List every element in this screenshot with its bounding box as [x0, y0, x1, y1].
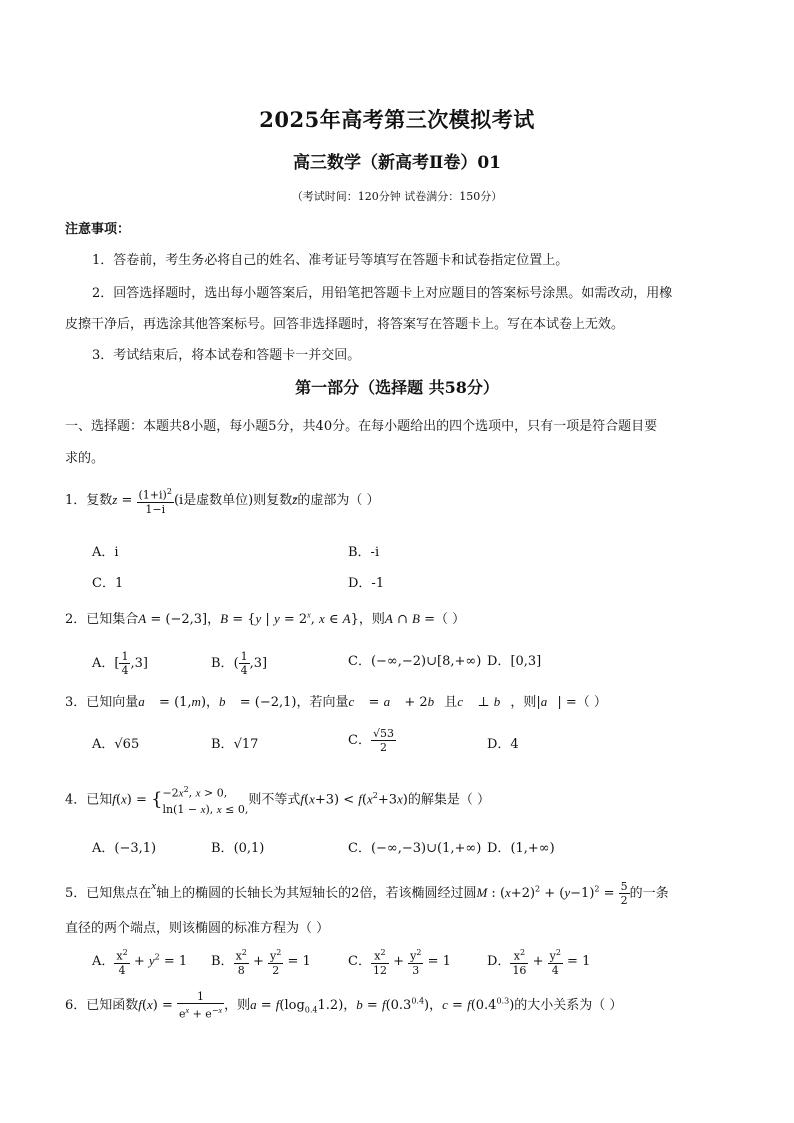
q2-option-d: D．[0,3] [487, 654, 542, 669]
question-2: 2．已知集合A = (−2,3]，B = {y | $y = 2^x$, x ∈ A}，则A ∩ B =（ ） [65, 610, 466, 627]
q1-option-d: D．-1 [348, 576, 385, 591]
q5-option-c: C． $\frac{x^2}{12}$ + $\frac{y^2}{3}$ = 1 [348, 948, 451, 977]
question-5-cont: 直径的两个端点，则该椭圆的标准方程为（ ） [65, 921, 330, 936]
exam-info: （考试时间：120分钟 试卷满分：150分） [291, 190, 503, 203]
q4-option-b: B．(0,1) [211, 841, 265, 856]
question-6: 6．已知函数f(x) = $\frac{1}{e^x + e^{-x}}$ ，则$a = f(\log_{0.4}1.2)$，$b = f(0.3^{0.4})$，$c = f(0.4^{0.3})$的大小关系为（ ） [65, 990, 623, 1021]
q4-option-a: A．(−3,1) [92, 841, 157, 856]
q3-option-a: A．√65 [92, 737, 140, 752]
q3-option-c: C． $\frac{√53}{2}$ [348, 727, 394, 754]
section-instruction: 一、选择题：本题共8小题，每小题5分，共40分。在每小题给出的四个选项中，只有一项是符合题目要 [65, 419, 658, 434]
fraction: $\frac{(1+i)^2}{1-i}$ [138, 487, 172, 516]
q2-option-c: C．(−∞,−2)∪[8,+∞) [348, 654, 482, 669]
q1-option-c: C．1 [92, 576, 124, 591]
exam-subtitle: 高三数学（新高考Ⅱ卷）01 [293, 153, 501, 173]
notice-heading: 注意事项： [65, 222, 131, 237]
exam-title: 2025年高考第三次模拟考试 [259, 107, 535, 132]
q1-option-b: B．-i [348, 545, 380, 560]
q4-option-d: D．(1,+∞) [487, 841, 555, 856]
q2-option-a: A．[ $\frac{1}{4}$ ,3] [92, 650, 148, 677]
notice-item-3: 3．考试结束后，将本试卷和答题卡一并交回。 [92, 348, 361, 363]
section-instruction-cont: 求的。 [65, 451, 105, 466]
question-5: 5．已知焦点在$^x$轴上的椭圆的长轴长为其短轴长的2倍，若该椭圆经过圆M : $(x+2)^2 + (y-1)^2$ = $\frac{5}{2}$ 的一条 [65, 880, 669, 907]
question-4: 4．已知f(x) = { $-2x^2$, x > 0, ln(1 − x), x ≤ 0, 则不等式$f(x+3) < f(x^2+3x)$的解集是（ ） [65, 785, 491, 816]
part1-title: 第一部分（选择题 共58分） [295, 378, 499, 397]
question-1: 1．复数z = $\frac{(1+i)^2}{1-i}$ (i是虚数单位)则复数z̄的虚部为（ ） [65, 487, 380, 516]
q3-option-d: D．4 [487, 737, 519, 752]
notice-item-1: 1．答卷前，考生务必将自己的姓名、准考证号等填写在答题卡和试卷指定位置上。 [92, 253, 569, 268]
q5-option-a: A． $\frac{x^2}{4}$ + $y^2 = 1$ [92, 948, 188, 977]
notice-item-2a: 2．回答选择题时，选出每小题答案后，用铅笔把答题卡上对应题目的答案标号涂黑。如需改动，用橡 [92, 286, 673, 301]
q5-option-b: B． $\frac{x^2}{8}$ + $\frac{y^2}{2}$ = 1 [211, 948, 311, 977]
q4-option-c: C．(−∞,−3)∪(1,+∞) [348, 841, 482, 856]
q1-option-a: A．i [92, 545, 119, 560]
q3-option-b: B．√17 [211, 737, 259, 752]
notice-item-2b: 皮擦干净后，再选涂其他答案标号。回答非选择题时，将答案写在答题卡上。写在本试卷上无效。 [65, 317, 625, 332]
question-3: 3．已知向量a⃗ = (1,m)，b⃗ = (−2,1)，若向量c⃗ = a⃗ + 2b⃗且c⃗ ⊥ b⃗，则|a⃗| =（ ） [65, 694, 607, 710]
q2-option-b: B．( $\frac{1}{4}$ ,3] [211, 650, 268, 677]
q5-option-d: D． $\frac{x^2}{16}$ + $\frac{y^2}{4}$ = 1 [487, 948, 591, 977]
